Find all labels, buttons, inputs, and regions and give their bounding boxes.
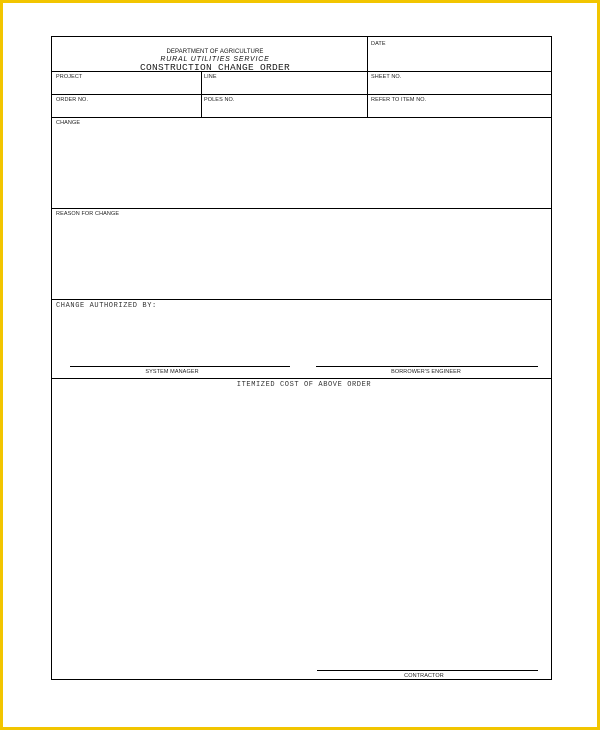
section-divider [52, 208, 551, 209]
system-manager-label: SYSTEM MANAGER [145, 369, 199, 375]
change-label: CHANGE [56, 120, 81, 126]
line-label: LINE [204, 74, 217, 80]
service-name: RURAL UTILITIES SERVICE [160, 56, 270, 63]
department-name: DEPARTMENT OF AGRICULTURE [166, 49, 264, 55]
contractor-label: CONTRACTOR [404, 673, 444, 679]
form-title: CONSTRUCTION CHANGE ORDER [139, 62, 291, 73]
section-divider [52, 117, 551, 118]
sheet-no-label: SHEET NO. [371, 74, 402, 80]
system-manager-signature-line[interactable] [70, 366, 290, 367]
poles-no-label: POLES NO. [204, 97, 235, 103]
project-label: PROJECT [56, 74, 83, 80]
change-order-form [51, 36, 552, 680]
section-divider [52, 378, 551, 379]
reason-for-change-label: REASON FOR CHANGE [56, 211, 120, 217]
change-authorized-by-label: CHANGE AUTHORIZED BY: [56, 302, 157, 310]
date-field[interactable] [367, 37, 368, 71]
document-page [3, 3, 597, 727]
borrowers-engineer-signature-line[interactable] [316, 366, 538, 367]
borrowers-engineer-label: BORROWER'S ENGINEER [391, 369, 461, 375]
contractor-signature-line[interactable] [317, 670, 538, 671]
row-divider [52, 94, 551, 95]
section-divider [52, 299, 551, 300]
order-no-label: ORDER NO. [56, 97, 89, 103]
row-divider [52, 71, 551, 72]
date-label: DATE [371, 41, 386, 47]
itemized-cost-label: ITEMIZED COST OF ABOVE ORDER [236, 381, 372, 389]
refer-to-item-no-label: REFER TO ITEM NO. [371, 97, 427, 103]
